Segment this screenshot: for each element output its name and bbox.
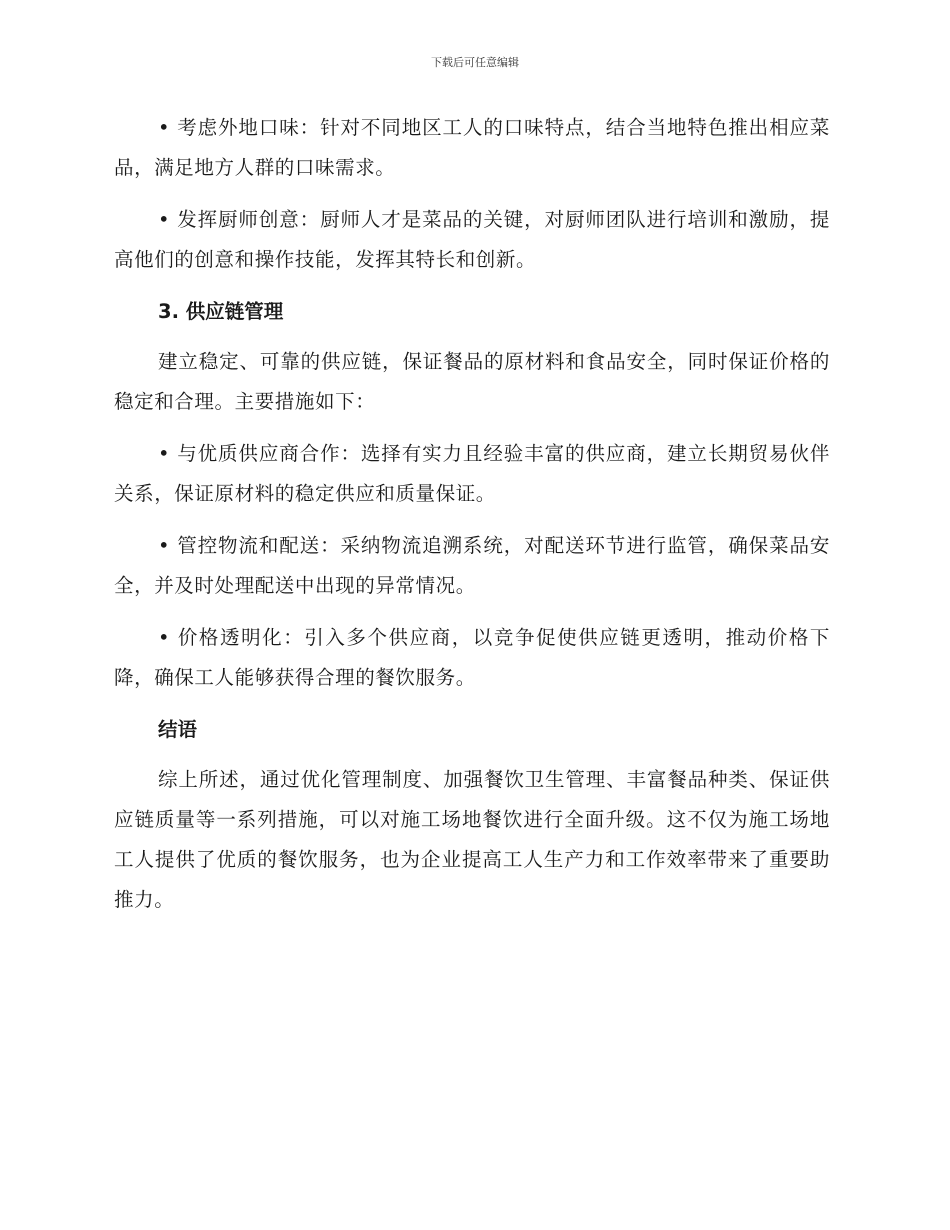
bullet-chef-creativity: • 发挥厨师创意：厨师人才是菜品的关键，对厨师团队进行培训和激励，提高他们的创意和操作技能，发挥其特长和创新。 (114, 208, 830, 271)
bullet-logistics-control: • 管控物流和配送：采纳物流追溯系统，对配送环节进行监管，确保菜品安全，并及时处理配送中出现的异常情况。 (114, 534, 830, 597)
document-body (114, 108, 830, 932)
bullet-quality-suppliers: • 与优质供应商合作：选择有实力且经验丰富的供应商，建立长期贸易伙伴关系，保证原材料的稳定供应和质量保证。 (114, 442, 830, 505)
page-header: 下载后可任意编辑 (431, 56, 519, 69)
section-heading-conclusion: 结语 (158, 718, 198, 741)
bullet-price-transparency: • 价格透明化：引入多个供应商，以竞争促使供应链更透明，推动价格下降，确保工人能够获得合理的餐饮服务。 (114, 626, 830, 689)
conclusion-paragraph: 综上所述，通过优化管理制度、加强餐饮卫生管理、丰富餐品种类、保证供应链质量等一系列措施，可以对施工场地餐饮进行全面升级。这不仅为施工场地工人提供了优质的餐饮服务，也为企业提高工人生产力和工作效率带来了重要助推力。 (114, 768, 830, 911)
supply-chain-intro: 建立稳定、可靠的供应链，保证餐品的原材料和食品安全，同时保证价格的稳定和合理。主要措施如下： (114, 350, 830, 413)
section-heading-supply-chain: 3. 供应链管理 (158, 300, 284, 323)
bullet-local-taste: • 考虑外地口味：针对不同地区工人的口味特点，结合当地特色推出相应菜品，满足地方人群的口味需求。 (114, 116, 830, 179)
